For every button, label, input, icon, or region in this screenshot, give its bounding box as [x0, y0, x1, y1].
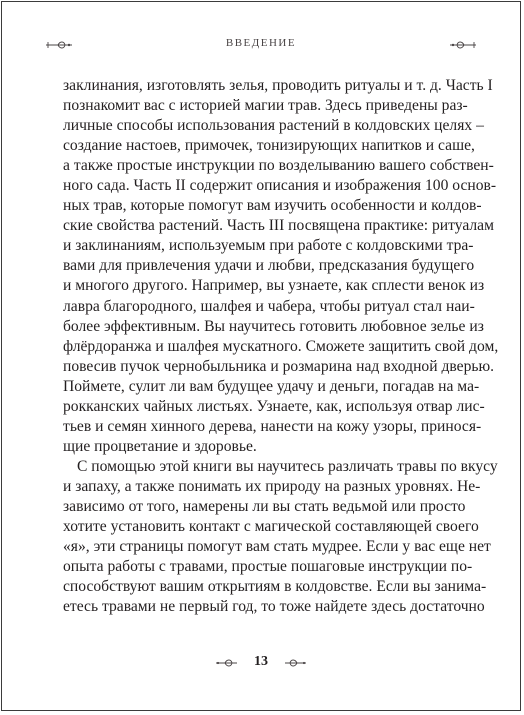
text-line: заклинания, изготовлять зелья, проводить ритуалы и т. д. Часть I — [63, 77, 493, 94]
chapter-title: ВВЕДЕНИЕ — [225, 37, 297, 49]
text-line: вами для привлечения удачи и любви, предсказания будущего — [63, 257, 475, 275]
text-line: опыта работы с травами, простые пошаговые инструкции по- — [63, 558, 473, 576]
running-header — [2, 35, 520, 55]
text-line: «я», эти страницы помогут вам стать мудрее. Если у вас еще нет — [63, 538, 491, 556]
text-line: щие процветание и здоровье. — [63, 437, 257, 455]
text-line: етесь травами не первый год, то тоже найдете здесь достаточно — [63, 598, 485, 616]
text-line: повесив пучок чернобыльника и розмарина над входной дверью. — [63, 357, 495, 375]
book-page — [1, 1, 521, 711]
text-line: личные способы использования растений в колдовских целях – — [63, 117, 484, 135]
text-line: тьев и семян хинного дерева, нанести на кожу узоры, принося- — [63, 417, 482, 435]
text-line: Поймете, сулит ли вам будущее удачу и деньги, погадав на ма- — [63, 377, 480, 395]
text-line: флёрдоранжа и шалфея мускатного. Сможете защитить свой дом, — [63, 337, 499, 355]
text-line: хотите установить контакт с магической составляющей своего — [63, 518, 479, 536]
text-line: а также простые инструкции по возделыванию вашего собствен- — [63, 157, 494, 175]
text-line: и заклинаниям, используемым при работе с колдовскими тра- — [63, 237, 474, 255]
text-line: познакомит вас с историей магии трав. Здесь приведены раз- — [63, 97, 468, 115]
page-footer — [2, 654, 520, 674]
text-line: зависимо от того, намерены ли вы стать ведьмой или просто — [63, 497, 466, 515]
text-line: рокканских чайных листьях. Узнаете, как, используя отвар лис- — [63, 397, 485, 415]
text-line: более эффективным. Вы научитесь готовить любовное зелье из — [63, 317, 484, 335]
text-line: ного сада. Часть II содержит описания и изображения 100 основ- — [63, 177, 497, 195]
header-right-ornament-icon — [448, 39, 478, 51]
footer-right-ornament-icon — [283, 657, 307, 669]
text-line: С помощью этой книги вы научитесь различать травы по вкусу — [77, 457, 498, 475]
text-line: ных трав, которые помогут вам изучить особенности и колдов- — [63, 197, 482, 215]
text-line: ские свойства растений. Часть III посвящена практике: ритуалам — [63, 217, 494, 235]
text-line: и запаху, а также понимать их природу на разных уровнях. Не- — [63, 477, 481, 495]
text-line: лавра благородного, шалфея и чабера, чтобы ритуал стал наи- — [63, 297, 475, 315]
text-line: создание настоев, примочек, тонизирующих напитков и саше, — [63, 137, 475, 155]
text-line: и многого другого. Например, вы узнаете, как сплести венок из — [63, 277, 485, 295]
text-line: способствуют вашим открытиям в колдовстве. Если вы занима- — [63, 578, 487, 596]
body-text — [63, 76, 499, 617]
page-number: 13 — [254, 654, 268, 669]
